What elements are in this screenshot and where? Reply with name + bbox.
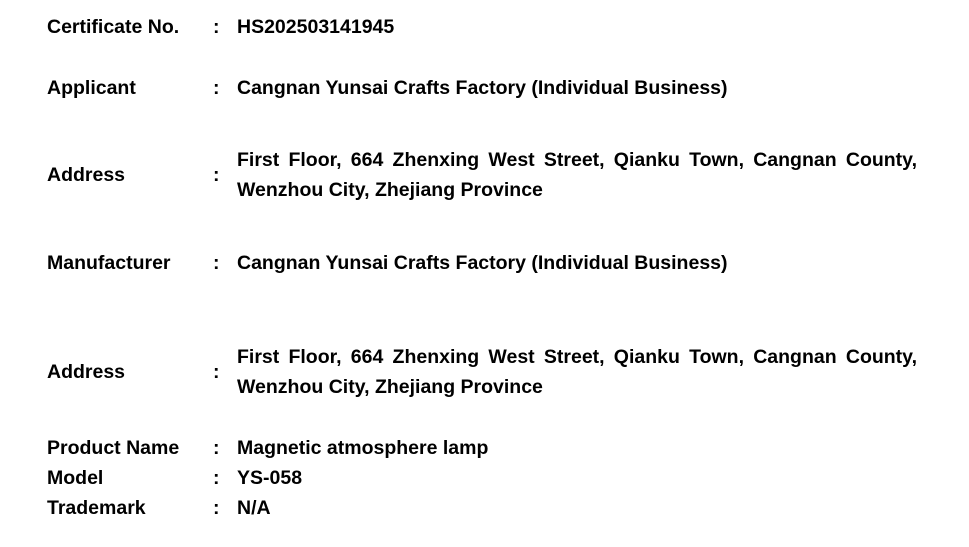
field-label: Model	[47, 467, 104, 489]
field-colon: :	[213, 437, 220, 459]
address-line-2: Wenzhou City, Zhejiang Province	[237, 376, 543, 398]
field-row-applicant-address	[47, 145, 917, 205]
field-value: Cangnan Yunsai Crafts Factory (Individual Business)	[237, 77, 728, 99]
field-label: Certificate No.	[47, 16, 180, 38]
field-value: Magnetic atmosphere lamp	[237, 437, 489, 459]
field-row-certificate-no	[47, 12, 917, 42]
field-label: Product Name	[47, 437, 180, 459]
field-value: HS202503141945	[237, 16, 395, 38]
field-value: N/A	[237, 497, 271, 519]
field-value	[237, 342, 917, 402]
address-line-1: First Floor, 664 Zhenxing West Street, Qianku Town, Cangnan County,	[237, 149, 917, 171]
field-colon: :	[213, 16, 220, 38]
field-row-product-name	[47, 433, 917, 463]
field-colon: :	[213, 77, 220, 99]
field-value: Cangnan Yunsai Crafts Factory (Individual Business)	[237, 252, 728, 274]
field-colon: :	[213, 252, 220, 274]
address-line-2: Wenzhou City, Zhejiang Province	[237, 179, 543, 201]
field-label: Address	[47, 361, 126, 383]
field-label: Manufacturer	[47, 252, 171, 274]
field-colon: :	[213, 497, 220, 519]
field-row-model	[47, 463, 917, 493]
field-row-manufacturer-address	[47, 342, 917, 402]
field-label: Address	[47, 164, 126, 186]
field-label: Trademark	[47, 497, 146, 519]
address-line-1: First Floor, 664 Zhenxing West Street, Qianku Town, Cangnan County,	[237, 346, 917, 368]
field-row-manufacturer	[47, 248, 917, 278]
field-colon: :	[213, 164, 220, 186]
field-colon: :	[213, 361, 220, 383]
field-label: Applicant	[47, 77, 136, 99]
field-colon: :	[213, 467, 220, 489]
field-row-applicant	[47, 73, 917, 103]
field-value: YS-058	[237, 467, 303, 489]
field-row-trademark	[47, 493, 917, 523]
field-value	[237, 145, 917, 205]
